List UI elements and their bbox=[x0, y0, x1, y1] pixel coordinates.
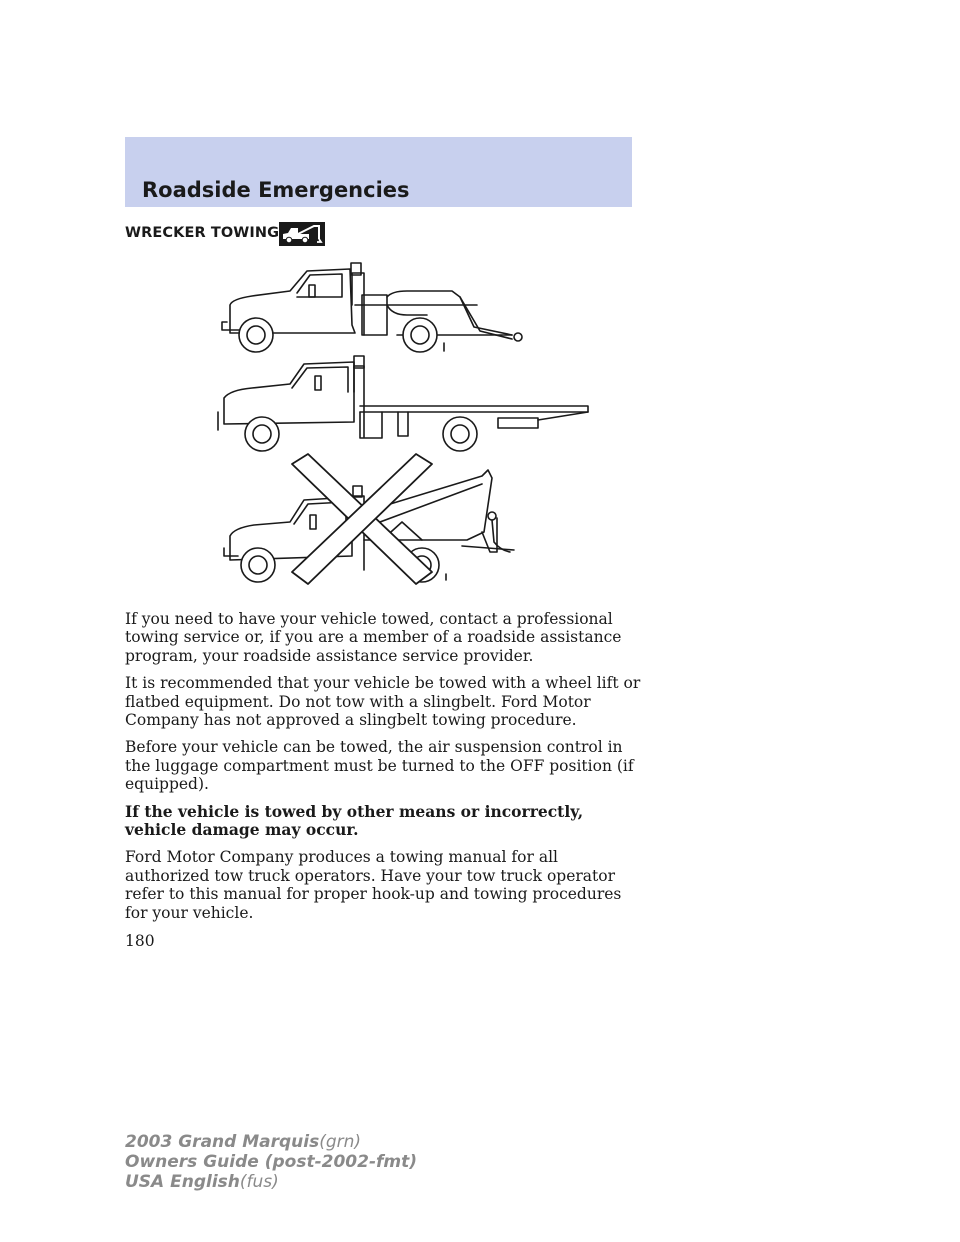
footer-line-1 bbox=[125, 1132, 417, 1152]
footer-language-code: (fus) bbox=[239, 1172, 279, 1192]
paragraph: Ford Motor Company produces a towing manual for all authorized tow truck operators. Have your tow truck operator refer to this manual for proper hook-up and towing procedures for your vehicle. bbox=[125, 848, 622, 922]
flatbed-tow-truck-illustration bbox=[212, 352, 592, 457]
warning-paragraph: If the vehicle is towed by other means or incorrectly, vehicle damage may occur. bbox=[125, 801, 584, 840]
page-number: 180 bbox=[125, 932, 155, 950]
footer bbox=[125, 1132, 417, 1192]
wheel-lift-tow-truck-illustration bbox=[212, 255, 532, 365]
footer-language: USA English bbox=[125, 1172, 240, 1192]
footer-model: 2003 Grand Marquis bbox=[125, 1132, 320, 1152]
paragraph: If you need to have your vehicle towed, contact a professional towing service or, if you are a member of a roadside assistance program, your roadside assistance service provider. bbox=[125, 610, 622, 665]
paragraph: Before your vehicle can be towed, the air suspension control in the luggage compartment must be turned to the OFF position (if equipped). bbox=[125, 738, 634, 794]
tow-truck-icon bbox=[279, 222, 325, 246]
slingbelt-tow-truck-illustration bbox=[212, 452, 532, 592]
paragraph: It is recommended that your vehicle be towed with a wheel lift or flatbed equipment. Do not tow with a slingbelt. Ford Motor Company has not approved a slingbelt towing procedure. bbox=[125, 674, 641, 730]
body-text bbox=[125, 610, 645, 931]
footer-model-code: (grn) bbox=[319, 1132, 362, 1152]
page-title: Roadside Emergencies bbox=[142, 178, 410, 202]
section-heading: WRECKER TOWING bbox=[125, 225, 280, 241]
footer-line-3 bbox=[125, 1172, 417, 1192]
prohibited-x-mark bbox=[292, 454, 432, 584]
footer-line-2: Owners Guide (post-2002-fmt) bbox=[125, 1152, 418, 1172]
